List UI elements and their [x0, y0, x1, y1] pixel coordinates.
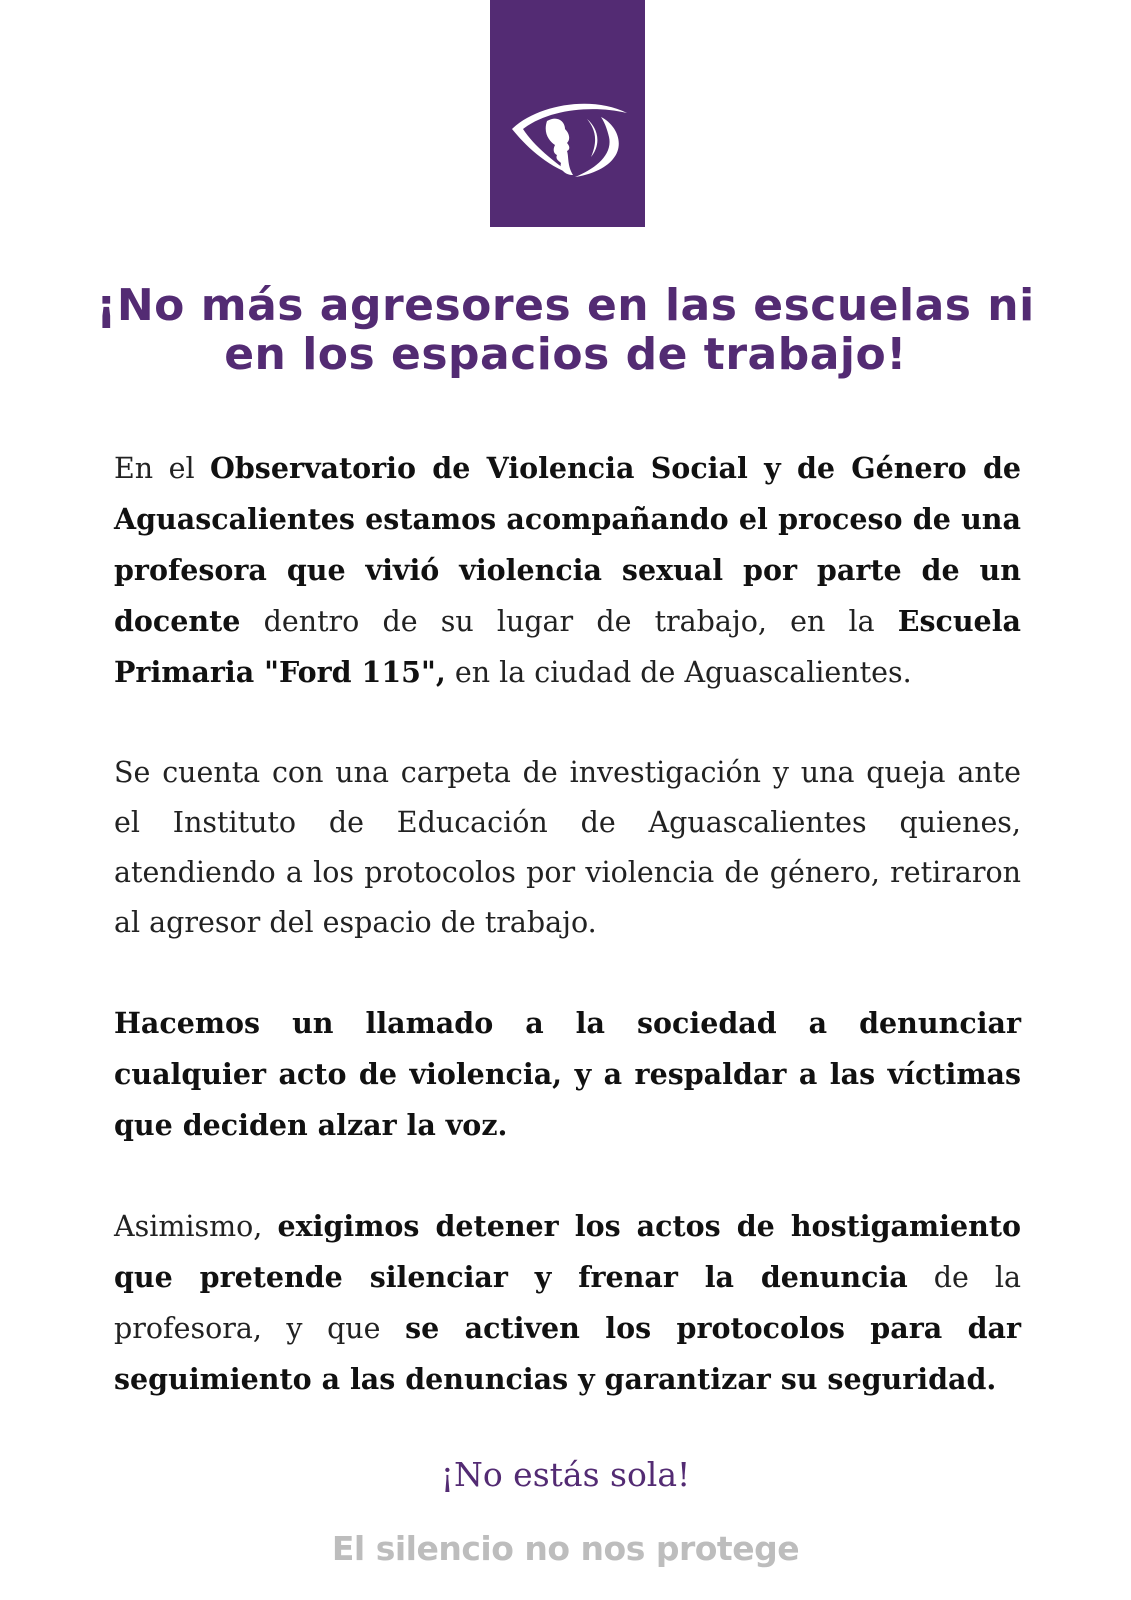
logo-box [490, 0, 645, 227]
headline [40, 281, 1091, 379]
headline-line-1: ¡No más agresores en las escuelas ni [96, 280, 1035, 331]
eye-woman-profile-icon [509, 99, 631, 181]
paragraph-2 [114, 748, 1021, 948]
p4-bold-2: se activen los protocolos para dar seguimiento a las denuncias y garantizar su seguridad. [114, 1311, 1021, 1396]
p2-text-1: Se cuenta con una carpeta de investigación y una queja ante el Instituto de Educación de Aguascalientes quienes, atendiendo a los protocolos por violencia de género, retiraron al agresor del espacio de trabajo. [114, 756, 1021, 939]
paragraph-3 [114, 998, 1021, 1151]
p4-bold-1: exigimos detener los actos de hostigamiento que pretende silenciar y frenar la denuncia [114, 1209, 1022, 1294]
p1-bold-1: Observatorio de Violencia Social y de Género de Aguascalientes estamos acompañando el proceso de una profesora que vivió violencia sexual por parte de un docente [114, 451, 1021, 638]
closing-slogan: ¡No estás sola! [440, 1455, 691, 1494]
paragraph-1 [114, 443, 1021, 698]
closing-tagline: El silencio no nos protege [331, 1529, 800, 1568]
p1-text-3: en la ciudad de Aguascalientes. [445, 656, 912, 689]
p4-text-2: de la profesora, y que [114, 1261, 1021, 1345]
p1-text-1: En el [114, 452, 211, 485]
p3-bold-1: Hacemos un llamado a la sociedad a denunciar cualquier acto de violencia, y a respaldar a las víctimas que deciden alzar la voz. [114, 1006, 1021, 1142]
p1-bold-2: Escuela Primaria "Ford 115", [114, 604, 1021, 689]
p4-text-1: Asimismo, [114, 1210, 278, 1243]
body-text [114, 443, 1021, 1455]
p1-text-2: dentro de su lugar de trabajo, en la [240, 605, 898, 638]
headline-line-2: en los espacios de trabajo! [224, 329, 907, 380]
paragraph-4 [114, 1201, 1021, 1405]
